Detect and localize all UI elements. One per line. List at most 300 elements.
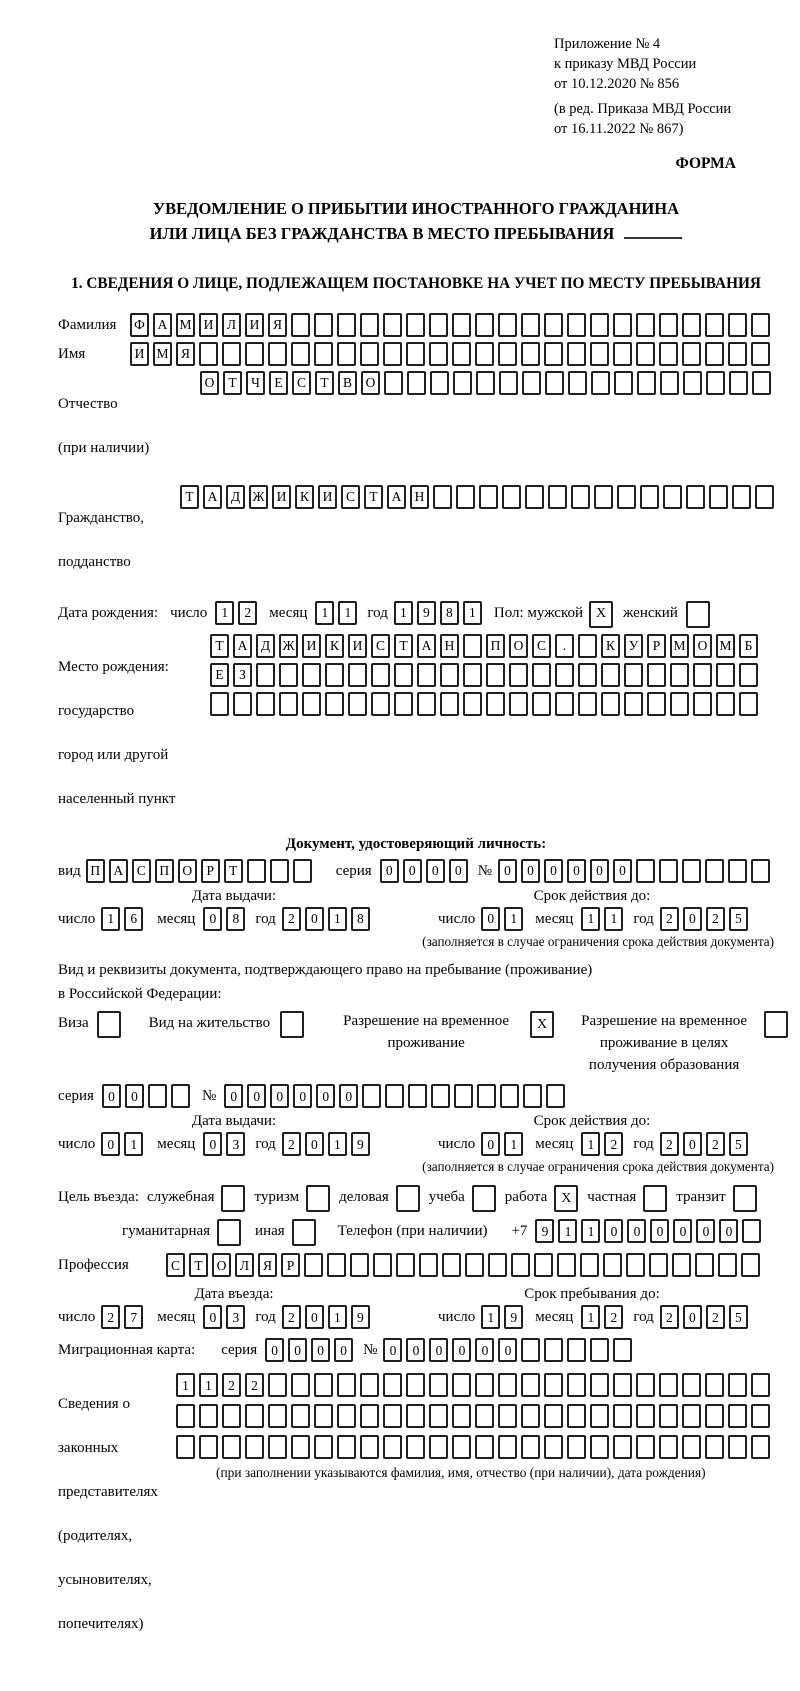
char-box[interactable]: 0 (380, 859, 399, 883)
char-box[interactable]: 0 (101, 1132, 120, 1156)
char-box[interactable] (337, 1373, 356, 1397)
char-box[interactable]: 0 (293, 1084, 312, 1108)
char-box[interactable]: О (200, 371, 219, 395)
char-box[interactable]: 0 (650, 1219, 669, 1243)
char-box[interactable]: 1 (394, 601, 413, 625)
char-box[interactable] (663, 485, 682, 509)
char-box[interactable]: 0 (334, 1338, 353, 1362)
char-box[interactable]: З (233, 663, 252, 687)
char-box[interactable]: Р (647, 634, 666, 658)
char-box[interactable]: . (555, 634, 574, 658)
surname-boxes[interactable] (130, 313, 774, 337)
char-box[interactable]: С (132, 859, 151, 883)
char-box[interactable]: 0 (224, 1084, 243, 1108)
char-box[interactable] (429, 1404, 448, 1428)
char-box[interactable] (325, 692, 344, 716)
char-box[interactable] (268, 342, 287, 366)
purpose-transit-checkbox[interactable] (733, 1185, 757, 1212)
char-box[interactable]: 2 (706, 1305, 725, 1329)
char-box[interactable]: 0 (383, 1338, 402, 1362)
char-box[interactable] (636, 1435, 655, 1459)
char-box[interactable]: И (245, 313, 264, 337)
char-box[interactable] (555, 663, 574, 687)
char-box[interactable] (532, 663, 551, 687)
char-box[interactable]: 0 (247, 1084, 266, 1108)
char-box[interactable] (659, 313, 678, 337)
birth-year-boxes[interactable] (394, 601, 486, 625)
char-box[interactable]: О (212, 1253, 231, 1277)
char-box[interactable] (670, 663, 689, 687)
char-box[interactable]: 0 (567, 859, 586, 883)
char-box[interactable] (613, 1404, 632, 1428)
char-box[interactable] (683, 371, 702, 395)
char-box[interactable] (752, 371, 771, 395)
char-box[interactable] (406, 342, 425, 366)
char-box[interactable]: 0 (498, 1338, 517, 1362)
char-box[interactable]: С (532, 634, 551, 658)
temp-permit-checkbox[interactable]: X (530, 1011, 554, 1038)
char-box[interactable]: 0 (521, 859, 540, 883)
entry-day-boxes[interactable] (101, 1305, 147, 1329)
char-box[interactable] (486, 663, 505, 687)
char-box[interactable] (394, 663, 413, 687)
char-box[interactable] (210, 692, 229, 716)
char-box[interactable] (406, 1404, 425, 1428)
char-box[interactable] (407, 371, 426, 395)
char-box[interactable]: Т (364, 485, 383, 509)
char-box[interactable] (613, 1338, 632, 1362)
char-box[interactable] (337, 1404, 356, 1428)
char-box[interactable]: 5 (729, 1305, 748, 1329)
char-box[interactable] (695, 1253, 714, 1277)
char-box[interactable] (659, 859, 678, 883)
doc-number-boxes[interactable] (498, 859, 774, 883)
char-box[interactable] (567, 1435, 586, 1459)
char-box[interactable]: 0 (683, 1132, 702, 1156)
char-box[interactable] (567, 1404, 586, 1428)
char-box[interactable]: И (348, 634, 367, 658)
purpose-other-checkbox[interactable] (292, 1219, 316, 1246)
birth-place-line3[interactable] (210, 692, 762, 716)
char-box[interactable] (463, 663, 482, 687)
char-box[interactable] (419, 1253, 438, 1277)
char-box[interactable]: С (341, 485, 360, 509)
issue-year-boxes[interactable] (282, 907, 374, 931)
char-box[interactable]: 0 (288, 1338, 307, 1362)
char-box[interactable] (590, 1435, 609, 1459)
char-box[interactable]: 0 (613, 859, 632, 883)
char-box[interactable] (498, 313, 517, 337)
char-box[interactable] (279, 692, 298, 716)
char-box[interactable] (302, 692, 321, 716)
char-box[interactable] (636, 313, 655, 337)
representatives-line3[interactable] (176, 1435, 774, 1459)
char-box[interactable]: 3 (226, 1305, 245, 1329)
entry-year-boxes[interactable] (282, 1305, 374, 1329)
char-box[interactable] (567, 1338, 586, 1362)
char-box[interactable] (591, 371, 610, 395)
char-box[interactable]: 2 (245, 1373, 264, 1397)
char-box[interactable]: 2 (604, 1305, 623, 1329)
char-box[interactable] (578, 692, 597, 716)
sex-female-checkbox[interactable] (686, 601, 710, 628)
char-box[interactable] (613, 313, 632, 337)
char-box[interactable] (682, 313, 701, 337)
char-box[interactable] (222, 1435, 241, 1459)
char-box[interactable] (362, 1084, 381, 1108)
char-box[interactable]: Т (224, 859, 243, 883)
char-box[interactable] (601, 692, 620, 716)
char-box[interactable] (383, 1404, 402, 1428)
char-box[interactable] (475, 1404, 494, 1428)
char-box[interactable] (636, 1404, 655, 1428)
sex-male-checkbox[interactable]: X (589, 601, 613, 628)
res-valid-month-boxes[interactable] (581, 1132, 627, 1156)
char-box[interactable] (718, 1253, 737, 1277)
char-box[interactable] (544, 1404, 563, 1428)
char-box[interactable] (568, 371, 587, 395)
char-box[interactable]: Т (315, 371, 334, 395)
char-box[interactable] (660, 371, 679, 395)
char-box[interactable]: 0 (590, 859, 609, 883)
char-box[interactable]: 1 (463, 601, 482, 625)
char-box[interactable]: 2 (604, 1132, 623, 1156)
char-box[interactable] (360, 342, 379, 366)
char-box[interactable] (452, 1404, 471, 1428)
char-box[interactable] (590, 1404, 609, 1428)
char-box[interactable]: И (318, 485, 337, 509)
char-box[interactable] (247, 859, 266, 883)
char-box[interactable] (371, 692, 390, 716)
edu-permit-checkbox[interactable] (764, 1011, 788, 1038)
valid-day-boxes[interactable] (481, 907, 527, 931)
char-box[interactable] (475, 342, 494, 366)
char-box[interactable] (751, 1373, 770, 1397)
char-box[interactable]: 1 (581, 1305, 600, 1329)
char-box[interactable]: Т (180, 485, 199, 509)
char-box[interactable] (456, 485, 475, 509)
char-box[interactable]: С (292, 371, 311, 395)
char-box[interactable]: 0 (426, 859, 445, 883)
char-box[interactable] (716, 663, 735, 687)
char-box[interactable] (360, 1373, 379, 1397)
char-box[interactable]: 0 (481, 907, 500, 931)
char-box[interactable] (751, 859, 770, 883)
char-box[interactable] (686, 485, 705, 509)
char-box[interactable]: К (601, 634, 620, 658)
migration-number-boxes[interactable] (383, 1338, 636, 1362)
char-box[interactable] (647, 663, 666, 687)
char-box[interactable]: 2 (101, 1305, 120, 1329)
char-box[interactable] (268, 1373, 287, 1397)
char-box[interactable] (739, 692, 758, 716)
char-box[interactable] (373, 1253, 392, 1277)
res-issue-month-boxes[interactable] (203, 1132, 249, 1156)
char-box[interactable]: 9 (351, 1132, 370, 1156)
char-box[interactable]: 1 (604, 907, 623, 931)
char-box[interactable] (511, 1253, 530, 1277)
char-box[interactable] (431, 1084, 450, 1108)
char-box[interactable]: Я (176, 342, 195, 366)
residence-series-boxes[interactable] (102, 1084, 194, 1108)
char-box[interactable] (682, 1373, 701, 1397)
res-valid-year-boxes[interactable] (660, 1132, 752, 1156)
char-box[interactable]: Ч (246, 371, 265, 395)
char-box[interactable] (499, 371, 518, 395)
char-box[interactable] (476, 371, 495, 395)
char-box[interactable] (475, 1373, 494, 1397)
char-box[interactable] (751, 1404, 770, 1428)
char-box[interactable]: 9 (417, 601, 436, 625)
char-box[interactable] (199, 1435, 218, 1459)
char-box[interactable]: Ж (279, 634, 298, 658)
char-box[interactable] (709, 485, 728, 509)
birth-place-line2[interactable] (210, 663, 762, 687)
char-box[interactable] (682, 859, 701, 883)
char-box[interactable] (291, 1373, 310, 1397)
char-box[interactable] (233, 692, 252, 716)
char-box[interactable]: 2 (282, 1305, 301, 1329)
char-box[interactable] (544, 1338, 563, 1362)
char-box[interactable] (291, 1404, 310, 1428)
char-box[interactable] (534, 1253, 553, 1277)
char-box[interactable] (291, 342, 310, 366)
char-box[interactable] (614, 371, 633, 395)
char-box[interactable] (578, 634, 597, 658)
char-box[interactable] (454, 1084, 473, 1108)
citizenship-boxes[interactable] (180, 485, 778, 509)
char-box[interactable] (624, 692, 643, 716)
char-box[interactable] (613, 342, 632, 366)
profession-boxes[interactable] (166, 1253, 764, 1277)
char-box[interactable] (500, 1084, 519, 1108)
char-box[interactable]: 1 (504, 907, 523, 931)
char-box[interactable] (546, 1084, 565, 1108)
purpose-work-checkbox[interactable]: X (554, 1185, 578, 1212)
char-box[interactable]: В (338, 371, 357, 395)
char-box[interactable]: 1 (581, 907, 600, 931)
char-box[interactable] (465, 1253, 484, 1277)
char-box[interactable] (548, 485, 567, 509)
issue-day-boxes[interactable] (101, 907, 147, 931)
char-box[interactable]: Ф (130, 313, 149, 337)
char-box[interactable] (613, 1373, 632, 1397)
char-box[interactable]: 0 (125, 1084, 144, 1108)
char-box[interactable]: 0 (449, 859, 468, 883)
char-box[interactable] (171, 1084, 190, 1108)
char-box[interactable]: А (153, 313, 172, 337)
char-box[interactable] (682, 1404, 701, 1428)
char-box[interactable]: С (166, 1253, 185, 1277)
char-box[interactable] (682, 342, 701, 366)
char-box[interactable] (477, 1084, 496, 1108)
char-box[interactable] (521, 1435, 540, 1459)
char-box[interactable]: Я (258, 1253, 277, 1277)
char-box[interactable] (327, 1253, 346, 1277)
char-box[interactable] (521, 313, 540, 337)
char-box[interactable] (544, 1373, 563, 1397)
char-box[interactable]: 2 (282, 907, 301, 931)
char-box[interactable]: М (716, 634, 735, 658)
birth-month-boxes[interactable] (315, 601, 361, 625)
char-box[interactable]: 1 (481, 1305, 500, 1329)
char-box[interactable]: Л (222, 313, 241, 337)
char-box[interactable]: 1 (558, 1219, 577, 1243)
char-box[interactable] (406, 1435, 425, 1459)
char-box[interactable] (408, 1084, 427, 1108)
char-box[interactable]: 0 (406, 1338, 425, 1362)
char-box[interactable] (245, 1435, 264, 1459)
char-box[interactable]: Н (440, 634, 459, 658)
char-box[interactable]: И (272, 485, 291, 509)
char-box[interactable]: 1 (124, 1132, 143, 1156)
char-box[interactable] (521, 1373, 540, 1397)
char-box[interactable] (649, 1253, 668, 1277)
migration-series-boxes[interactable] (265, 1338, 357, 1362)
char-box[interactable] (488, 1253, 507, 1277)
char-box[interactable]: А (233, 634, 252, 658)
char-box[interactable]: 0 (673, 1219, 692, 1243)
char-box[interactable] (729, 371, 748, 395)
char-box[interactable]: П (155, 859, 174, 883)
entry-month-boxes[interactable] (203, 1305, 249, 1329)
char-box[interactable]: 2 (660, 1132, 679, 1156)
char-box[interactable]: 1 (328, 1132, 347, 1156)
representatives-line2[interactable] (176, 1404, 774, 1428)
char-box[interactable] (429, 1435, 448, 1459)
char-box[interactable]: 1 (199, 1373, 218, 1397)
char-box[interactable] (433, 485, 452, 509)
char-box[interactable] (245, 342, 264, 366)
char-box[interactable] (384, 371, 403, 395)
char-box[interactable] (429, 342, 448, 366)
char-box[interactable] (636, 1373, 655, 1397)
char-box[interactable]: 0 (719, 1219, 738, 1243)
char-box[interactable] (571, 485, 590, 509)
char-box[interactable] (636, 859, 655, 883)
char-box[interactable] (739, 663, 758, 687)
char-box[interactable] (498, 342, 517, 366)
char-box[interactable] (590, 313, 609, 337)
char-box[interactable] (314, 1435, 333, 1459)
purpose-study-checkbox[interactable] (472, 1185, 496, 1212)
char-box[interactable]: 1 (101, 907, 120, 931)
char-box[interactable]: 1 (328, 1305, 347, 1329)
stay-month-boxes[interactable] (581, 1305, 627, 1329)
char-box[interactable]: 5 (729, 907, 748, 931)
stay-day-boxes[interactable] (481, 1305, 527, 1329)
char-box[interactable]: 0 (203, 1132, 222, 1156)
valid-year-boxes[interactable] (660, 907, 752, 931)
char-box[interactable] (544, 1435, 563, 1459)
purpose-humanitarian-checkbox[interactable] (217, 1219, 241, 1246)
char-box[interactable]: А (109, 859, 128, 883)
char-box[interactable]: 0 (265, 1338, 284, 1362)
char-box[interactable]: 1 (215, 601, 234, 625)
char-box[interactable] (314, 1373, 333, 1397)
char-box[interactable]: Т (223, 371, 242, 395)
char-box[interactable]: 9 (351, 1305, 370, 1329)
char-box[interactable] (603, 1253, 622, 1277)
char-box[interactable]: М (153, 342, 172, 366)
residence-number-boxes[interactable] (224, 1084, 569, 1108)
char-box[interactable] (293, 859, 312, 883)
purpose-tourism-checkbox[interactable] (306, 1185, 330, 1212)
char-box[interactable] (705, 1404, 724, 1428)
char-box[interactable] (624, 663, 643, 687)
char-box[interactable]: Р (201, 859, 220, 883)
char-box[interactable] (452, 1435, 471, 1459)
char-box[interactable]: 0 (305, 1305, 324, 1329)
char-box[interactable] (304, 1253, 323, 1277)
char-box[interactable]: Ж (249, 485, 268, 509)
char-box[interactable] (486, 692, 505, 716)
char-box[interactable]: 2 (706, 1132, 725, 1156)
char-box[interactable] (222, 342, 241, 366)
char-box[interactable]: О (361, 371, 380, 395)
char-box[interactable] (705, 1373, 724, 1397)
char-box[interactable]: 0 (311, 1338, 330, 1362)
char-box[interactable]: А (387, 485, 406, 509)
char-box[interactable] (626, 1253, 645, 1277)
char-box[interactable] (348, 663, 367, 687)
char-box[interactable] (594, 485, 613, 509)
char-box[interactable] (475, 313, 494, 337)
char-box[interactable] (751, 313, 770, 337)
char-box[interactable]: 1 (581, 1219, 600, 1243)
res-issue-year-boxes[interactable] (282, 1132, 374, 1156)
char-box[interactable] (590, 1373, 609, 1397)
res-issue-day-boxes[interactable] (101, 1132, 147, 1156)
char-box[interactable] (348, 692, 367, 716)
char-box[interactable] (578, 663, 597, 687)
char-box[interactable] (590, 1338, 609, 1362)
char-box[interactable] (525, 485, 544, 509)
char-box[interactable]: 2 (282, 1132, 301, 1156)
char-box[interactable]: Е (210, 663, 229, 687)
char-box[interactable] (567, 342, 586, 366)
char-box[interactable]: Я (268, 313, 287, 337)
char-box[interactable] (256, 692, 275, 716)
char-box[interactable] (463, 692, 482, 716)
char-box[interactable]: Е (269, 371, 288, 395)
char-box[interactable] (532, 692, 551, 716)
purpose-official-checkbox[interactable] (221, 1185, 245, 1212)
char-box[interactable]: 8 (351, 907, 370, 931)
char-box[interactable] (567, 313, 586, 337)
char-box[interactable]: И (302, 634, 321, 658)
char-box[interactable] (417, 663, 436, 687)
char-box[interactable]: 0 (696, 1219, 715, 1243)
char-box[interactable] (502, 485, 521, 509)
char-box[interactable]: 0 (203, 1305, 222, 1329)
char-box[interactable] (475, 1435, 494, 1459)
char-box[interactable] (314, 1404, 333, 1428)
char-box[interactable] (659, 1373, 678, 1397)
char-box[interactable]: К (325, 634, 344, 658)
char-box[interactable]: 0 (305, 1132, 324, 1156)
char-box[interactable]: 0 (203, 907, 222, 931)
char-box[interactable]: Т (210, 634, 229, 658)
char-box[interactable]: 5 (729, 1132, 748, 1156)
char-box[interactable] (417, 692, 436, 716)
char-box[interactable] (728, 313, 747, 337)
char-box[interactable]: 2 (660, 1305, 679, 1329)
char-box[interactable]: 1 (504, 1132, 523, 1156)
char-box[interactable]: Н (410, 485, 429, 509)
char-box[interactable] (509, 663, 528, 687)
char-box[interactable]: Д (256, 634, 275, 658)
